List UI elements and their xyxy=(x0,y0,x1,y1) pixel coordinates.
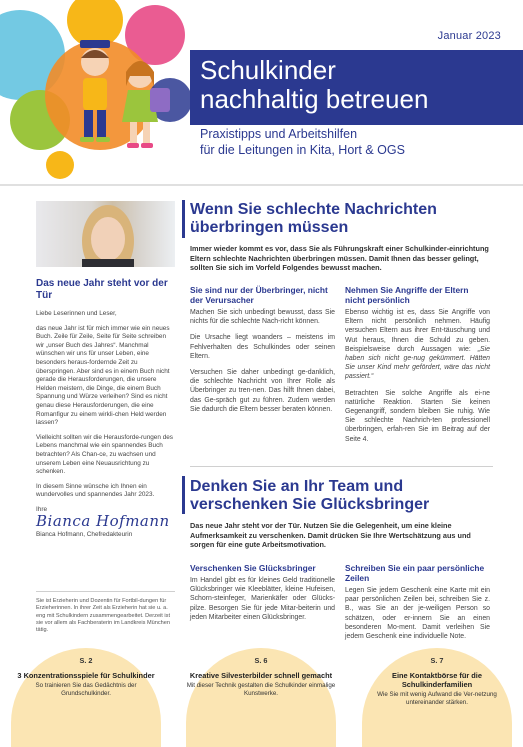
subtitle-line-1: Praxistipps und Arbeitshilfen xyxy=(200,127,358,141)
editorial-paragraph: Liebe Leserinnen und Leser, xyxy=(36,310,117,317)
author-portrait xyxy=(36,201,175,267)
article1-col1-paragraph: Die Ursache liegt woanders – meistens im Fehlverhalten des Schulkindes oder seinen Eltern. xyxy=(190,334,335,360)
article2-column-left xyxy=(190,563,335,629)
author-line: Bianca Hofmann, Chefredakteurin xyxy=(36,531,133,539)
article2-lead: Das neue Jahr steht vor der Tür. Nutzen Sie die Gelegenheit, um eine kleine Aufmerksamkeit zu verschenken. Damit drücken Sie Ihre Wertschätzung aus und sorgen für eine gute Arbeitsmotivation. xyxy=(190,521,471,549)
article1-col1-heading: Sie sind nur der Überbringer, nicht der Verursacher xyxy=(190,285,328,305)
article1-column-left xyxy=(190,285,335,421)
bio-divider xyxy=(36,591,175,592)
header-divider xyxy=(0,184,523,186)
editorial-heading: Das neue Jahr steht vor der Tür xyxy=(36,278,168,301)
title-line-1: Schulkinder xyxy=(200,55,336,85)
teaser-page: S. 2 xyxy=(79,656,93,665)
article1-col1-paragraph: Machen Sie sich unbedingt bewusst, dass Sie nichts für die schlechte Nach-richt können. xyxy=(190,309,335,326)
article2-col1-heading: Verschenken Sie Glücksbringer xyxy=(190,563,316,573)
teaser-card[interactable] xyxy=(11,648,161,747)
teaser-text: Wie Sie mit wenig Aufwand die Ver-netzung untereinander stärken. xyxy=(377,691,497,706)
article2-heading: Denken Sie an Ihr Team und verschenken Sie Glücksbringer xyxy=(190,478,430,513)
article1-col2-text: Ebenso wichtig ist es, dass Sie Angriffe von Eltern nicht persönlich nehmen. Häufig versuchen Eltern aus ihrer Ent-täuschung und Wut heraus, Ihnen die Schuld zu geben. Beispielsweise durch Aussagen wie: xyxy=(345,309,490,353)
article1-lead: Immer wieder kommt es vor, dass Sie als Führungskraft einer Schulkinder-einrichtung Eltern schlechte Nachrichten überbringen müssen. Damit Ihnen das besser gelingt, sollten Sie sich im Vorfeld Folgendes bewusst machen. xyxy=(190,244,489,272)
article-accent-bar xyxy=(182,476,185,514)
teaser-text: Mit dieser Technik gestalten die Schulkinder einmalige Kunstwerke. xyxy=(186,682,336,697)
teaser-text: So trainieren Sie das Gedächtnis der Grundschulkinder. xyxy=(35,682,137,697)
article1-col1-paragraph: Versuchen Sie daher unbedingt ge-danklich, die schlechte Nachricht von Ihrer Rolle als Überbringer zu tren-nen. Das hilft Ihnen dabei, das Ge-spräch gut zu führen. Zudem werden Sie dadurch die Eltern besser beraten können. xyxy=(190,369,335,413)
article2-col1-text: Im Handel gibt es für kleines Geld traditionelle Glücksbringer wie Kleeblätter, kleine Hufeisen, Schorn-steinfeger, Marienkäfer oder Glücks-pilze. Besorgen Sie für jede Mitar-beiterin und jeden Mitarbeiter einen Glücksbringer. xyxy=(190,577,335,621)
teaser-page: S. 7 xyxy=(430,656,444,665)
title-line-2: nachhaltig betreuen xyxy=(200,84,429,114)
issue-date: Januar 2023 xyxy=(437,30,501,42)
article2-column-right xyxy=(345,563,490,648)
teaser-page: S. 6 xyxy=(254,656,268,665)
teaser-card[interactable] xyxy=(362,648,512,747)
teaser-title: 3 Konzentrationsspiele für Schulkinder xyxy=(17,671,155,680)
article2-col2-heading: Schreiben Sie ein paar persönliche Zeilen xyxy=(345,563,485,583)
editorial-paragraph: Vielleicht sollten wir die Herausforde-rungen des Lebens manchmal wie ein spannendes Buch betrachten? Als Chan-ce, zu wachsen und unserem Leben eine Neuausrichtung zu schenken. xyxy=(36,433,173,476)
newsletter-subtitle xyxy=(200,126,405,158)
masthead-illustration xyxy=(0,0,200,185)
article-accent-bar xyxy=(182,200,185,238)
newsletter-title xyxy=(200,56,428,114)
article-divider xyxy=(190,466,493,467)
article1-heading: Wenn Sie schlechte Nachrichten überbringen müssen xyxy=(190,201,437,236)
article1-col2-heading: Nehmen Sie Angriffe der Eltern nicht persönlich xyxy=(345,285,469,305)
article1-col2-paragraph: Betrachten Sie solche Angriffe als ei-ne natürliche Reaktion. Starten Sie keinen Gegenangriff, sondern bleiben Sie ruhig. Wie Sie schlechte Nachrich-ten professionell überbringen, erfah-ren Sie im Beitrag auf der Seite 4. xyxy=(345,389,490,443)
author-bio: Sie ist Erzieherin und Dozentin für Fortbil-dungen für Erzieherinnen. In ihrer Zeit als Erzieherin hat sie u. a. eng mit Schulkindern zusammengearbeitet. Derzeit ist sie vor allem als Fachberaterin im Landkreis München tätig. xyxy=(36,598,171,634)
subtitle-line-2: für die Leitungen in Kita, Hort & OGS xyxy=(200,143,405,157)
teaser-card[interactable] xyxy=(186,648,336,747)
editorial-paragraph: In diesem Sinne wünsche ich Ihnen ein wundervolles und spannendes Jahr 2023. xyxy=(36,482,155,499)
article1-column-right xyxy=(345,285,490,451)
article1-col2-paragraph xyxy=(345,308,490,382)
portrait-image xyxy=(36,201,175,267)
article2-col2-text: Legen Sie jedem Geschenk eine Karte mit ein paar persönlichen Zeilen bei, schreiben Sie z. B., was Sie an der je-weiligen Person so schätzen, oder er-innern Sie an einen besonderen Mo-ment. Damit verleihen Sie jedem Geschenk eine individuelle Note. xyxy=(345,587,490,641)
teaser-title: Eine Kontaktbörse für die Schulkinderfamilien xyxy=(392,671,482,689)
editorial-paragraph: das neue Jahr ist für mich immer wie ein neues Buch. Zeile für Zeile, Seite für Seite schreiben wir „unser Buch des Jahres“. Manchmal wünschen wir uns für unser Leben, eine besonders heraus-fordernde Zeit zu überspringen. Aber sind es in einem Buch nicht gerade die Herausforderungen, die unsere Helden meistern, die Dinge, die einem Buch Spannung und Würze verleihen? Sind es nicht genau diese Herausforderungen, die eine Romanfigur zu einem wirkli-chen Held werden lassen? xyxy=(36,324,170,427)
teaser-title: Kreative Silvesterbilder schnell gemacht xyxy=(189,671,333,680)
editorial-column xyxy=(36,278,175,546)
editorial-closing: Ihre xyxy=(36,505,48,513)
children-illustration xyxy=(0,0,200,185)
article1-col2-quote: „Sie haben sich nicht ge-nug gekümmert. Hätten Sie unser Kind mehr gefördert, wäre das nicht passiert.“ xyxy=(345,345,490,381)
signature: Bianca Hofmann xyxy=(36,512,170,531)
